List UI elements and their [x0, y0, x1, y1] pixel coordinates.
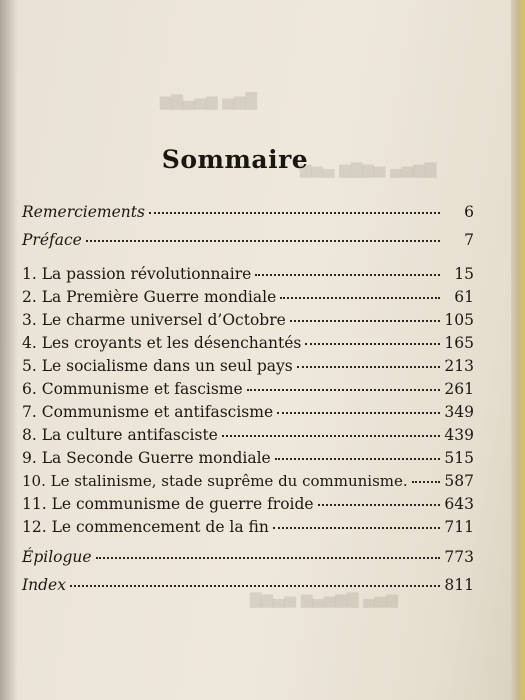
toc-entry-chapter[interactable] [22, 380, 474, 402]
toc-entry-page: 61 [454, 288, 474, 306]
toc-entry-page: 643 [444, 495, 474, 513]
dot-leader [70, 585, 440, 587]
toc-entry-page: 213 [444, 357, 474, 375]
show-through-text: ▇▆▅▄ ▅▆▇▆ ▄▅▆ [300, 160, 437, 178]
toc-entry-page: 105 [444, 311, 474, 329]
toc-entry-page: 349 [444, 403, 474, 421]
dot-leader [149, 212, 440, 214]
toc-entry-chapter[interactable] [22, 426, 474, 448]
page-edge [511, 0, 525, 700]
toc-entry-chapter[interactable] [22, 311, 474, 333]
toc-entry-label: 8. La culture antifasciste [22, 426, 218, 444]
dot-leader [222, 435, 440, 437]
toc-entry-page: 773 [444, 548, 474, 566]
toc-entry-label: 5. Le socialisme dans un seul pays [22, 357, 293, 375]
toc-entry-label: 4. Les croyants et les désenchantés [22, 334, 302, 352]
show-through-text: ▆▅▄ ▇▆▅▄▆ ▅▄▆▇ [250, 590, 398, 608]
toc-entry-label: 12. Le commencement de la fin [22, 518, 269, 536]
toc-entry-label: 7. Communisme et antifascisme [22, 403, 274, 421]
dot-leader [255, 274, 440, 276]
toc-entry-page: 6 [464, 203, 474, 221]
toc-entry-chapter[interactable] [22, 357, 474, 379]
page-title: Sommaire [161, 144, 309, 174]
toc-entry-chapter[interactable] [22, 403, 474, 425]
toc-entry-page: 711 [444, 518, 474, 536]
page-gutter-shadow [0, 0, 18, 700]
toc-entry-label: 3. Le charme universel d’Octobre [22, 311, 286, 329]
toc-entry-remerciements[interactable] [22, 203, 474, 225]
dot-leader [275, 458, 440, 460]
toc-entry-chapter[interactable] [22, 449, 474, 471]
dot-leader [86, 240, 440, 242]
toc-entry-index[interactable] [22, 576, 474, 598]
dot-leader [273, 527, 440, 529]
toc-entry-label: Préface [22, 231, 82, 249]
toc-entry-page: 587 [444, 472, 474, 490]
toc-entry-chapter[interactable] [22, 518, 474, 540]
toc-entry-label: Remerciements [22, 203, 145, 221]
dot-leader [290, 320, 440, 322]
toc-entry-label: 6. Communisme et fascisme [22, 380, 243, 398]
toc-entry-chapter[interactable] [22, 472, 474, 494]
toc-entry-chapter[interactable] [22, 334, 474, 356]
dot-leader [305, 343, 440, 345]
show-through-text: █▆▅ ▆▅▄▇▆ [160, 92, 258, 110]
dot-leader [277, 412, 440, 414]
toc-entry-page: 165 [444, 334, 474, 352]
toc-entry-chapter[interactable] [22, 265, 474, 287]
dot-leader [412, 481, 440, 483]
toc-entry-label: 11. Le communisme de guerre froide [22, 495, 314, 513]
toc-entry-epilogue[interactable] [22, 548, 474, 570]
toc-entry-label: Épilogue [22, 548, 92, 566]
toc-entry-label: Index [22, 576, 66, 594]
dot-leader [96, 557, 440, 559]
toc-entry-chapter[interactable] [22, 288, 474, 310]
dot-leader [297, 366, 440, 368]
toc-entry-page: 7 [464, 231, 474, 249]
toc-entry-page: 811 [444, 576, 474, 594]
dot-leader [247, 389, 440, 391]
toc-entry-label: 9. La Seconde Guerre mondiale [22, 449, 271, 467]
toc-entry-page: 261 [444, 380, 474, 398]
toc-entry-preface[interactable] [22, 231, 474, 253]
toc-entry-page: 15 [454, 265, 474, 283]
toc-entry-page: 439 [444, 426, 474, 444]
toc-entry-label: 2. La Première Guerre mondiale [22, 288, 277, 306]
toc-entry-chapter[interactable] [22, 495, 474, 517]
toc-entry-label: 1. La passion révolutionnaire [22, 265, 252, 283]
dot-leader [280, 297, 440, 299]
toc-entry-page: 515 [444, 449, 474, 467]
toc-entry-label: 10. Le stalinisme, stade suprême du communisme. [22, 472, 408, 490]
dot-leader [318, 504, 440, 506]
